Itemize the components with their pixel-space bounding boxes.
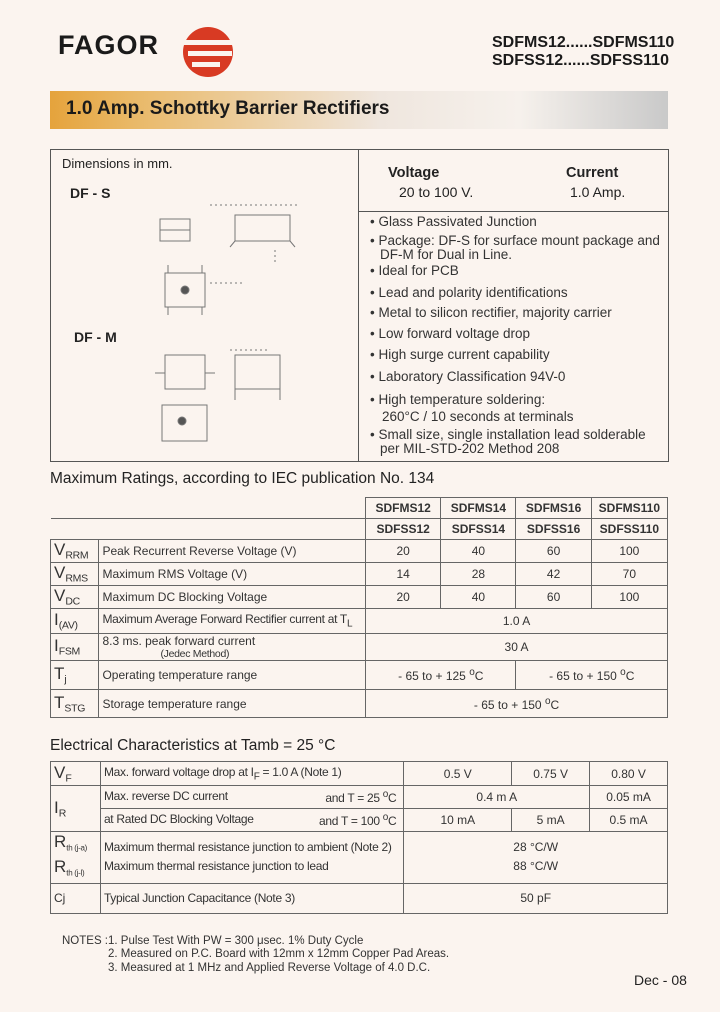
feature-item: • High surge current capability (370, 347, 550, 362)
table-row: $V_{DC}$ Maximum DC Blocking Voltage 20 40 60 100 (51, 586, 668, 609)
column-header: SDFMS12 (366, 498, 441, 519)
table-row: $T_{STG}$ Storage temperature range - 65 to + 150 $^o$C (51, 690, 668, 718)
table-row: $V_{RMS}$ Maximum RMS Voltage (V) 14 28 42 70 (51, 563, 668, 586)
table-row: $R_{th (j-a)}$ $R_{th (j-l)}$ Maximum thermal resistance junction to ambient (Note 2) Maximum thermal resistance junction to lead 28 °C/W 88 °C/W (51, 832, 668, 884)
revision-date: Dec - 08 (634, 972, 687, 988)
feature-item: • Ideal for PCB (370, 263, 459, 278)
feature-item-continued: 260°C / 10 seconds at terminals (382, 409, 574, 424)
package-m-label: DF - M (74, 329, 117, 345)
note-3: 3. Measured at 1 MHz and Applied Reverse Voltage of 4.0 D.C. (108, 962, 431, 974)
table-row: $V_F$ Max. forward voltage drop at $I_F = 1.0$ A (Note 1) 0.5 V 0.75 V 0.80 V (51, 762, 668, 786)
table-row: $I_{FSM}$ 8.3 ms. peak forward current (Jedec Method) 30 A (51, 634, 668, 661)
column-header: SDFMS110 (591, 498, 667, 519)
column-header: SDFSS12 (366, 519, 441, 540)
column-header: SDFMS16 (516, 498, 591, 519)
table-row: $V_{RRM}$ Peak Recurrent Reverse Voltage (V) 20 40 60 100 (51, 540, 668, 563)
feature-item: • Package: DF-S for surface mount package and (370, 233, 660, 248)
feature-item-continued: DF-M for Dual in Line. (380, 247, 513, 262)
max-ratings-table (50, 497, 668, 718)
note-1: 1. Pulse Test With PW = 300 μsec. 1% Duty Cycle (108, 935, 364, 947)
table-row: at Rated DC Blocking Voltage and T = 100 $^o$C 10 mA 5 mA 0.5 mA (51, 809, 668, 832)
table-row: Cj Typical Junction Capacitance (Note 3) 50 pF (51, 883, 668, 913)
current-value: 1.0 Amp. (570, 184, 626, 200)
current-label: Current (566, 165, 619, 181)
electrical-table (50, 761, 668, 914)
overview-divider (358, 149, 359, 461)
feature-item: • High temperature soldering: (370, 392, 546, 407)
feature-item: • Low forward voltage drop (370, 326, 531, 341)
max-ratings-title: Maximum Ratings, according to IEC publication No. 134 (50, 470, 435, 487)
part-range-line-1: SDFMS12......SDFMS110 (492, 34, 675, 51)
feature-item: • Small size, single installation lead solderable (370, 427, 646, 442)
part-range-line-2: SDFSS12......SDFSS110 (492, 52, 669, 69)
feature-item: • Laboratory Classification 94V-0 (370, 369, 566, 384)
column-header: SDFSS110 (591, 519, 667, 540)
column-header: SDFSS16 (516, 519, 591, 540)
table-row: $I_{(AV)}$ Maximum Average Forward Rectifier current at $T_L$ 1.0 A (51, 609, 668, 634)
table-row: $T_j$ Operating temperature range - 65 to + 125 $^o$C - 65 to + 150 $^o$C (51, 661, 668, 690)
feature-item-continued: per MIL-STD-202 Method 208 (380, 441, 560, 456)
package-outline-drawings (150, 195, 350, 445)
feature-item: • Metal to silicon rectifier, majority carrier (370, 305, 612, 320)
dimensions-label: Dimensions in mm. (62, 156, 173, 171)
package-s-label: DF - S (70, 185, 111, 201)
brand-logo-icon (178, 24, 238, 80)
page-title: 1.0 Amp. Schottky Barrier Rectifiers (66, 98, 390, 119)
note-2: 2. Measured on P.C. Board with 12mm x 12mm Copper Pad Areas. (108, 948, 450, 960)
voltage-value: 20 to 100 V. (399, 184, 474, 200)
feature-item: • Glass Passivated Junction (370, 214, 537, 229)
table-row: $I_R$ Max. reverse DC current and T = 25 $^o$C 0.4 m A 0.05 mA (51, 786, 668, 809)
feature-item: • Lead and polarity identifications (370, 285, 568, 300)
notes-label: NOTES : (62, 935, 109, 947)
column-header: SDFMS14 (441, 498, 516, 519)
column-header: SDFSS14 (441, 519, 516, 540)
summary-divider (358, 211, 668, 212)
brand-logo-text: FAGOR (58, 30, 160, 60)
electrical-title: Electrical Characteristics at Tamb = 25 °C (50, 737, 336, 754)
voltage-label: Voltage (388, 165, 440, 181)
